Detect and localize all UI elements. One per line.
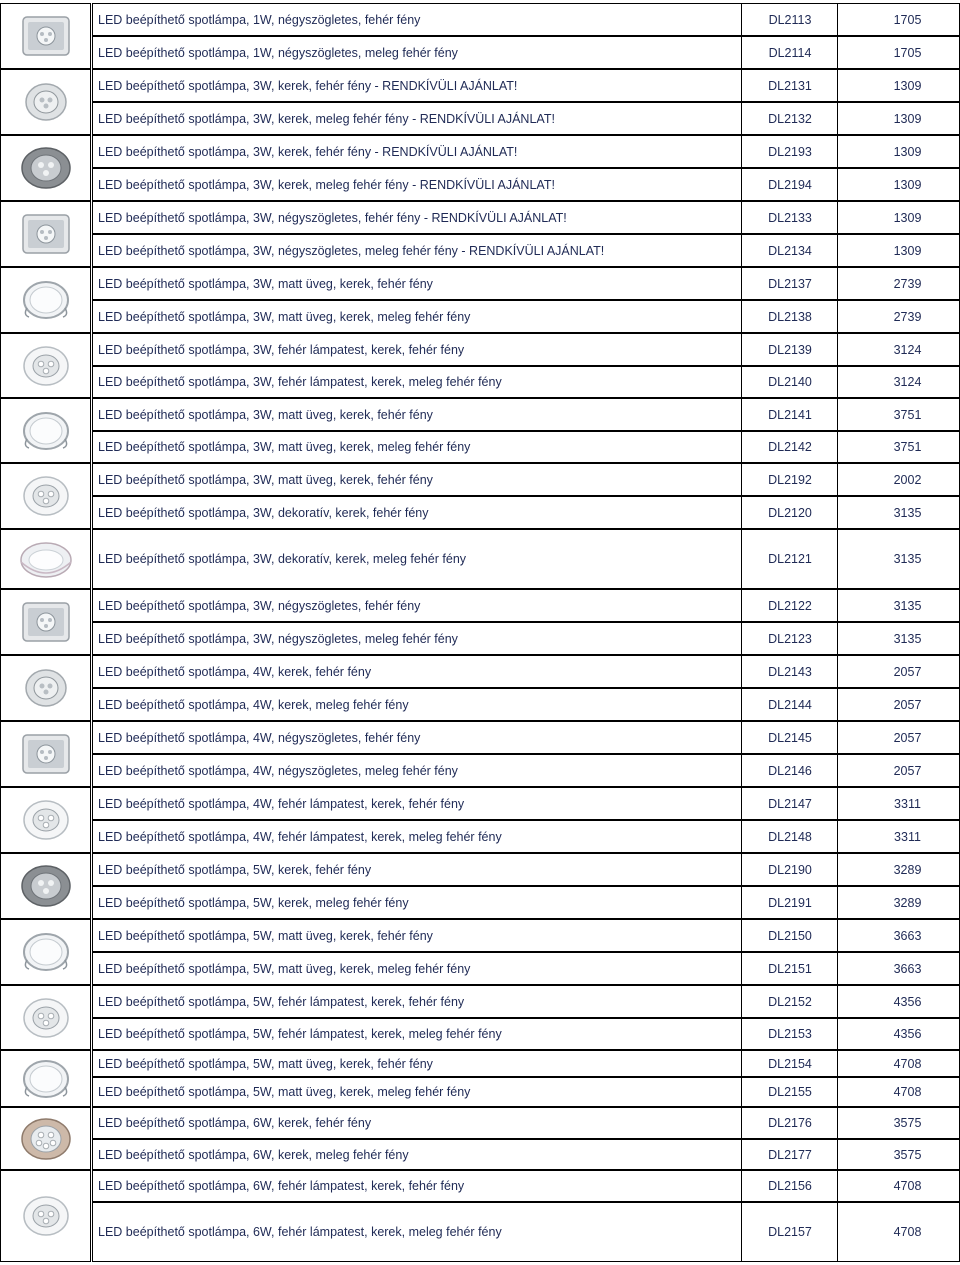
product-code: DL2145: [741, 722, 838, 753]
product-price: 3663: [837, 953, 959, 984]
product-image-cell: [0, 985, 91, 1050]
table-row: [92, 589, 960, 622]
product-price: 1309: [837, 202, 959, 233]
product-code: DL2146: [741, 755, 838, 786]
product-price: 4708: [837, 1078, 959, 1106]
product-image-cell: [0, 333, 91, 398]
product-code: DL2153: [741, 1019, 838, 1049]
product-price: 1309: [837, 169, 959, 200]
table-row: [92, 985, 960, 1018]
silver-round-spotlight-icon: [15, 143, 77, 193]
product-code: DL2132: [741, 103, 838, 134]
product-code: DL2123: [741, 623, 838, 654]
product-name: LED beépíthető spotlámpa, 3W, matt üveg, kerek, meleg fehér fény: [98, 309, 471, 324]
product-price: 2739: [837, 268, 959, 299]
product-price: 3124: [837, 334, 959, 365]
product-price: 1705: [837, 4, 959, 35]
product-name: LED beépíthető spotlámpa, 5W, matt üveg, kerek, meleg fehér fény: [98, 961, 471, 976]
product-price: 3289: [837, 854, 959, 885]
product-price: 3135: [837, 530, 959, 588]
product-price: 3575: [837, 1140, 959, 1169]
product-image-cell: [0, 201, 91, 267]
square-spotlight-icon: [15, 597, 77, 647]
square-spotlight-icon: [15, 209, 77, 259]
product-price: 1309: [837, 103, 959, 134]
product-name: LED beépíthető spotlámpa, 6W, kerek, meleg fehér fény: [98, 1147, 409, 1162]
product-price: 1309: [837, 136, 959, 167]
product-code: DL2113: [741, 4, 838, 35]
product-code: DL2177: [741, 1140, 838, 1169]
table-row: [92, 1050, 960, 1077]
table-row: [92, 1107, 960, 1139]
product-image-cell: [0, 135, 91, 201]
product-name: LED beépíthető spotlámpa, 5W, matt üveg, kerek, meleg fehér fény: [98, 1085, 471, 1099]
frosted-round-spotlight-icon: [15, 406, 77, 456]
product-price: 3751: [837, 399, 959, 430]
product-price: 4356: [837, 1019, 959, 1049]
product-name: LED beépíthető spotlámpa, 3W, kerek, fehér fény - RENDKÍVÜLI AJÁNLAT!: [98, 144, 518, 159]
product-code: DL2134: [741, 235, 838, 266]
product-code: DL2155: [741, 1078, 838, 1106]
product-price: 3663: [837, 920, 959, 951]
product-code: DL2156: [741, 1171, 838, 1201]
product-name: LED beépíthető spotlámpa, 1W, négyszögletes, meleg fehér fény: [98, 45, 458, 60]
product-name: LED beépíthető spotlámpa, 6W, fehér lámpatest, kerek, meleg fehér fény: [98, 1225, 502, 1239]
white-round-spotlight-icon: [15, 341, 77, 391]
table-row: [92, 496, 960, 529]
white-round-spotlight-icon: [15, 471, 77, 521]
product-price: 4708: [837, 1203, 959, 1261]
bronze-round-spotlight-icon: [15, 1114, 77, 1164]
table-row: [92, 267, 960, 300]
table-row: [92, 853, 960, 886]
product-code: DL2194: [741, 169, 838, 200]
product-code: DL2154: [741, 1051, 838, 1076]
product-price: 2057: [837, 722, 959, 753]
product-code: DL2131: [741, 70, 838, 101]
product-price: 1309: [837, 235, 959, 266]
product-code: DL2141: [741, 399, 838, 430]
frosted-round-spotlight-icon: [15, 927, 77, 977]
product-image-cell: [0, 721, 91, 787]
table-row: [92, 398, 960, 431]
product-code: DL2121: [741, 530, 838, 588]
product-name: LED beépíthető spotlámpa, 3W, fehér lámpatest, kerek, meleg fehér fény: [98, 375, 502, 389]
product-image-cell: [0, 267, 91, 333]
product-price: 3289: [837, 887, 959, 918]
table-row: [92, 529, 960, 589]
square-spotlight-icon: [15, 11, 77, 61]
product-image-cell: [0, 69, 91, 135]
product-price: 3135: [837, 497, 959, 528]
product-name: LED beépíthető spotlámpa, 3W, matt üveg, kerek, fehér fény: [98, 472, 433, 487]
table-row: [92, 1202, 960, 1262]
table-row: [92, 366, 960, 398]
product-price: 2002: [837, 464, 959, 495]
product-code: DL2140: [741, 367, 838, 397]
product-price: 1309: [837, 70, 959, 101]
product-code: DL2152: [741, 986, 838, 1017]
product-price: 2739: [837, 301, 959, 332]
table-row: [92, 820, 960, 853]
table-row: [92, 754, 960, 787]
product-name: LED beépíthető spotlámpa, 3W, dekoratív, kerek, fehér fény: [98, 505, 429, 520]
product-name: LED beépíthető spotlámpa, 4W, fehér lámpatest, kerek, meleg fehér fény: [98, 829, 502, 844]
product-image-cell: [0, 3, 91, 69]
round-spotlight-icon: [15, 663, 77, 713]
table-row: [92, 234, 960, 267]
product-name: LED beépíthető spotlámpa, 3W, négyszögletes, fehér fény - RENDKÍVÜLI AJÁNLAT!: [98, 210, 567, 225]
product-price: 3124: [837, 367, 959, 397]
product-image-cell: [0, 655, 91, 721]
table-row: [92, 787, 960, 820]
product-price: 3135: [837, 590, 959, 621]
product-price: 4356: [837, 986, 959, 1017]
table-row: [92, 1077, 960, 1107]
white-round-spotlight-icon: [15, 795, 77, 845]
table-row: [92, 886, 960, 919]
product-code: DL2120: [741, 497, 838, 528]
product-code: DL2139: [741, 334, 838, 365]
table-row: [92, 1139, 960, 1170]
product-code: DL2143: [741, 656, 838, 687]
table-row: [92, 952, 960, 985]
product-name: LED beépíthető spotlámpa, 5W, matt üveg, kerek, fehér fény: [98, 1056, 433, 1071]
product-code: DL2147: [741, 788, 838, 819]
table-row: [92, 135, 960, 168]
table-row: [92, 655, 960, 688]
product-name: LED beépíthető spotlámpa, 3W, matt üveg, kerek, meleg fehér fény: [98, 440, 471, 454]
product-name: LED beépíthető spotlámpa, 3W, fehér lámpatest, kerek, fehér fény: [98, 342, 465, 357]
product-name: LED beépíthető spotlámpa, 3W, dekoratív, kerek, meleg fehér fény: [98, 552, 467, 566]
table-row: [92, 300, 960, 333]
product-price: 4708: [837, 1051, 959, 1076]
product-price: 2057: [837, 755, 959, 786]
product-image-cell: [0, 1107, 91, 1170]
table-row: [92, 168, 960, 201]
product-name: LED beépíthető spotlámpa, 5W, matt üveg, kerek, fehér fény: [98, 928, 433, 943]
product-name: LED beépíthető spotlámpa, 4W, négyszögletes, fehér fény: [98, 730, 421, 745]
product-code: DL2144: [741, 689, 838, 720]
product-image-cell: [0, 589, 91, 655]
product-name: LED beépíthető spotlámpa, 3W, kerek, fehér fény - RENDKÍVÜLI AJÁNLAT!: [98, 78, 518, 93]
product-price: 2057: [837, 656, 959, 687]
product-code: DL2176: [741, 1108, 838, 1138]
table-row: [92, 463, 960, 496]
product-code: DL2150: [741, 920, 838, 951]
product-price: 3575: [837, 1108, 959, 1138]
white-round-spotlight-icon: [15, 993, 77, 1043]
frosted-round-spotlight-icon: [15, 275, 77, 325]
product-code: DL2192: [741, 464, 838, 495]
product-name: LED beépíthető spotlámpa, 3W, négyszögletes, meleg fehér fény: [98, 631, 458, 646]
product-image-cell: [0, 1170, 91, 1262]
product-image-cell: [0, 919, 91, 985]
product-image-cell: [0, 529, 91, 589]
product-code: DL2114: [741, 37, 838, 68]
product-name: LED beépíthető spotlámpa, 3W, négyszögletes, fehér fény: [98, 598, 421, 613]
product-code: DL2142: [741, 432, 838, 462]
product-name: LED beépíthető spotlámpa, 6W, fehér lámpatest, kerek, fehér fény: [98, 1179, 465, 1193]
table-row: [92, 688, 960, 721]
product-image-cell: [0, 853, 91, 919]
product-price: 2057: [837, 689, 959, 720]
product-image-cell: [0, 1050, 91, 1107]
product-code: DL2151: [741, 953, 838, 984]
table-row: [92, 102, 960, 135]
product-code: DL2137: [741, 268, 838, 299]
frosted-round-spotlight-icon: [15, 1054, 77, 1104]
white-round-spotlight-icon: [15, 1191, 77, 1241]
product-name: LED beépíthető spotlámpa, 3W, négyszögletes, meleg fehér fény - RENDKÍVÜLI AJÁNLAT!: [98, 243, 605, 258]
table-row: [92, 1018, 960, 1050]
product-image-cell: [0, 787, 91, 853]
product-name: LED beépíthető spotlámpa, 4W, négyszögletes, meleg fehér fény: [98, 763, 458, 778]
product-price: 3135: [837, 623, 959, 654]
product-name: LED beépíthető spotlámpa, 4W, fehér lámpatest, kerek, fehér fény: [98, 796, 465, 811]
table-row: [92, 919, 960, 952]
product-name: LED beépíthető spotlámpa, 4W, kerek, meleg fehér fény: [98, 697, 409, 712]
product-name: LED beépíthető spotlámpa, 5W, fehér lámpatest, kerek, fehér fény: [98, 994, 465, 1009]
table-row: [92, 3, 960, 36]
product-code: DL2193: [741, 136, 838, 167]
product-name: LED beépíthető spotlámpa, 6W, kerek, fehér fény: [98, 1116, 372, 1130]
product-code: DL2157: [741, 1203, 838, 1261]
product-name: LED beépíthető spotlámpa, 3W, matt üveg, kerek, fehér fény: [98, 407, 433, 422]
round-spotlight-icon: [15, 77, 77, 127]
table-row: [92, 333, 960, 366]
decorative-round-spotlight-icon: [15, 534, 77, 584]
product-code: DL2191: [741, 887, 838, 918]
product-name: LED beépíthető spotlámpa, 4W, kerek, fehér fény: [98, 664, 372, 679]
product-price: 3751: [837, 432, 959, 462]
product-name: LED beépíthető spotlámpa, 5W, fehér lámpatest, kerek, meleg fehér fény: [98, 1027, 502, 1041]
table-row: [92, 721, 960, 754]
product-name: LED beépíthető spotlámpa, 5W, kerek, fehér fény: [98, 862, 372, 877]
square-spotlight-icon: [15, 729, 77, 779]
product-name: LED beépíthető spotlámpa, 3W, kerek, meleg fehér fény - RENDKÍVÜLI AJÁNLAT!: [98, 177, 555, 192]
product-code: DL2148: [741, 821, 838, 852]
product-code: DL2133: [741, 202, 838, 233]
table-row: [92, 622, 960, 655]
product-price: 4708: [837, 1171, 959, 1201]
product-price: 1705: [837, 37, 959, 68]
product-name: LED beépíthető spotlámpa, 3W, kerek, meleg fehér fény - RENDKÍVÜLI AJÁNLAT!: [98, 111, 555, 126]
table-row: [92, 431, 960, 463]
product-name: LED beépíthető spotlámpa, 5W, kerek, meleg fehér fény: [98, 895, 409, 910]
product-code: DL2122: [741, 590, 838, 621]
product-name: LED beépíthető spotlámpa, 3W, matt üveg, kerek, fehér fény: [98, 276, 433, 291]
table-row: [92, 36, 960, 69]
table-row: [92, 1170, 960, 1202]
table-row: [92, 69, 960, 102]
product-price: 3311: [837, 821, 959, 852]
product-code: DL2190: [741, 854, 838, 885]
product-code: DL2138: [741, 301, 838, 332]
silver-round-spotlight-icon: [15, 861, 77, 911]
product-image-cell: [0, 398, 91, 463]
table-row: [92, 201, 960, 234]
product-price: 3311: [837, 788, 959, 819]
product-name: LED beépíthető spotlámpa, 1W, négyszögletes, fehér fény: [98, 12, 421, 27]
product-image-cell: [0, 463, 91, 529]
